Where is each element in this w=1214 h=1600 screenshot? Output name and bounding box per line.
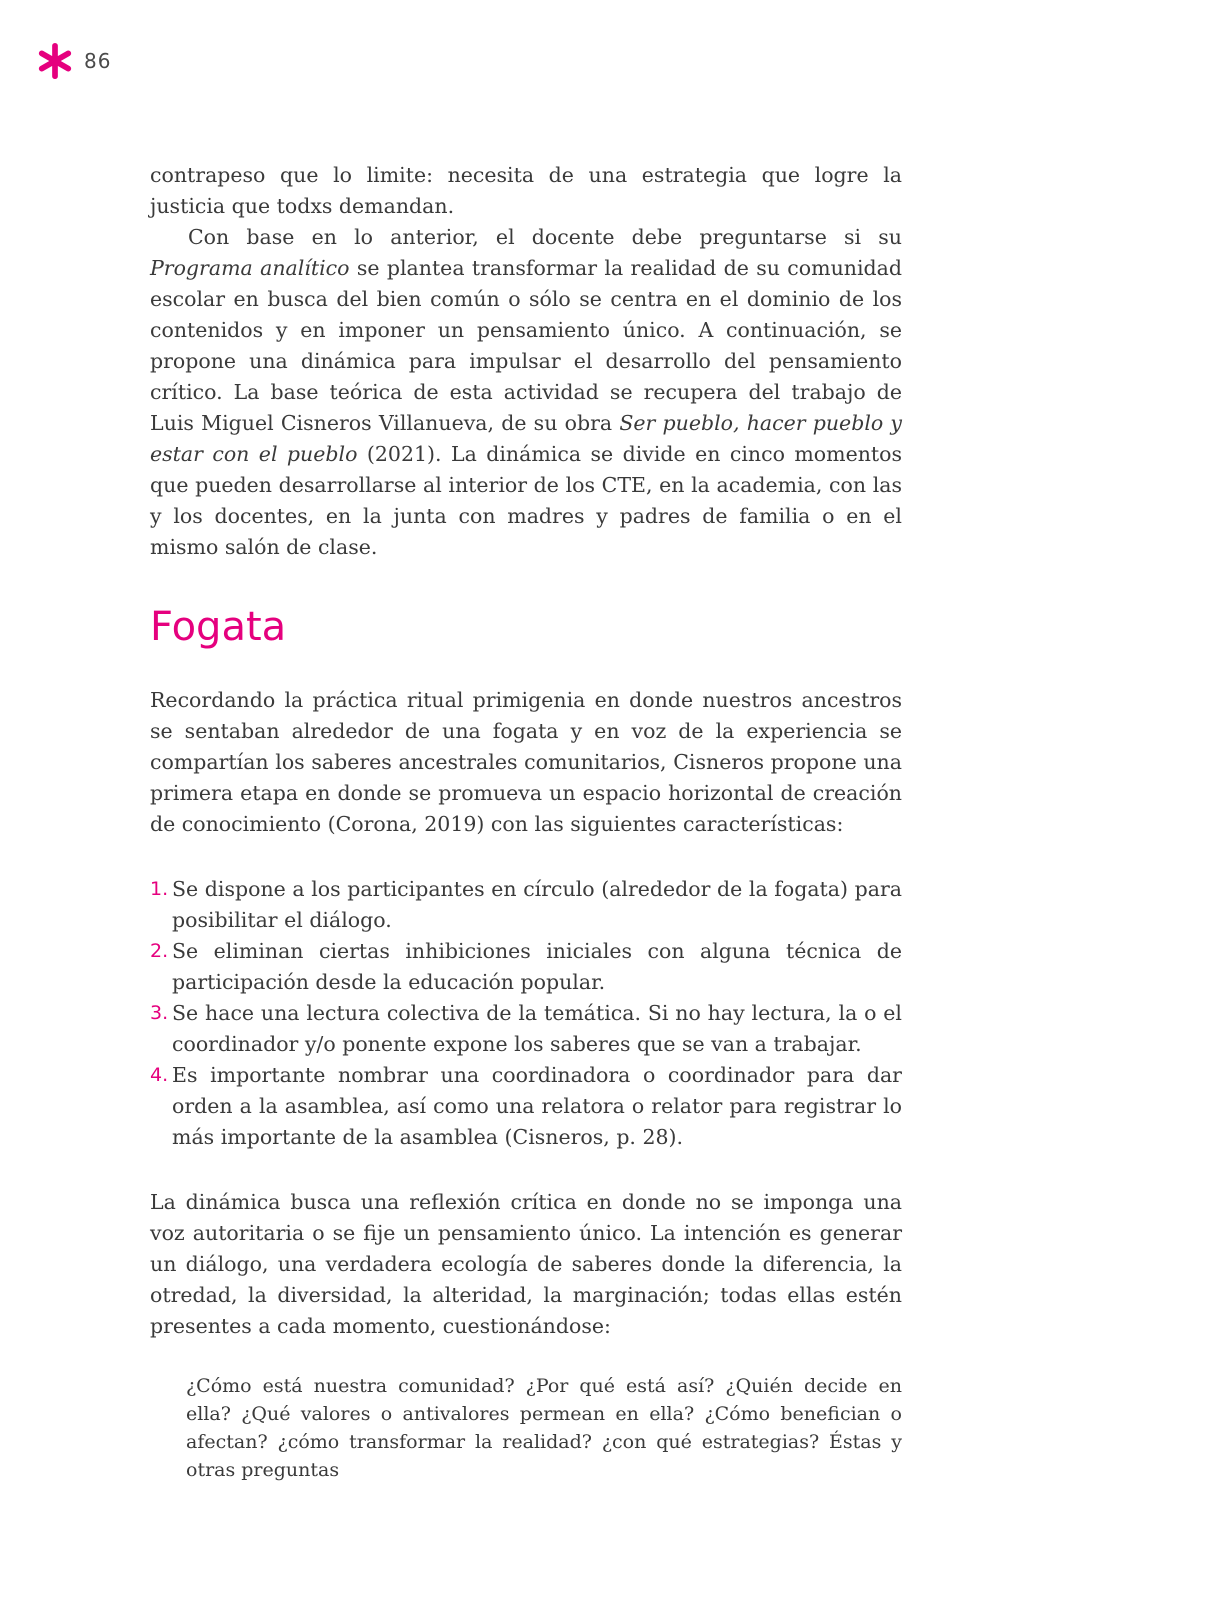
block-quote: ¿Cómo está nuestra comunidad? ¿Por qué está así? ¿Quién decide en ella? ¿Qué valores o antivalores permean en ella? ¿Cómo benefician o afectan? ¿cómo transformar la realidad? ¿con qué estrategias? Éstas y otras preguntas (186, 1375, 902, 1481)
section-paragraph-2: La dinámica busca una reflexión crítica en donde no se imponga una voz autoritaria o se fije un pensamiento único. La intención es generar un diálogo, una verdadera ecología de saberes donde la diferencia, la otredad, la diversidad, la alteridad, la marginación; todas ellas estén presentes a cada momento, cuestionándose: (150, 1190, 902, 1338)
intro-paragraph-2 (150, 222, 902, 563)
page-header (36, 42, 111, 80)
page-body (150, 160, 902, 1484)
list-item (150, 998, 902, 1060)
list-item-text: Se hace una lectura colectiva de la temática. Si no hay lectura, la o el coordinador y/o ponente expone los saberes que se van a trabajar. (172, 1001, 902, 1056)
section-paragraph-1: Recordando la práctica ritual primigenia en donde nuestros ancestros se sentaban alrededor de una fogata y en voz de la experiencia se compartían los saberes ancestrales comunitarios, Cisneros propone una primera etapa en donde se promueva un espacio horizontal de creación de conocimiento (Corona, 2019) con las siguientes características: (150, 688, 902, 836)
list-item-number: 2. (150, 940, 169, 962)
list-item (150, 936, 902, 998)
list-item (150, 1060, 902, 1153)
intro-p2-mid: se plantea transformar la realidad de su comunidad escolar en busca del bien común o sólo se centra en el dominio de los contenidos y en imponer un pensamiento único. A continuación, se propone una dinámica para impulsar el desarrollo del pensamiento crítico. La base teórica de esta actividad se recupera del trabajo de Luis Miguel Cisneros Villanueva, de su obra (150, 256, 902, 435)
intro-p2-end: (2021). La dinámica se divide en cinco momentos que pueden desarrollarse al interior de los CTE, en la academia, con las y los docentes, en la junta con madres y padres de familia o en el mismo salón de clase. (150, 442, 903, 559)
intro-p2-start: Con base en lo anterior, el docente debe preguntarse si su (188, 225, 902, 249)
list-item-text: Es importante nombrar una coordinadora o coordinador para dar orden a la asamblea, así como una relatora o relator para registrar lo más importante de la asamblea (Cisneros, p. 28). (172, 1063, 902, 1149)
list-item-number: 3. (150, 1002, 169, 1024)
page-number: 86 (84, 49, 112, 73)
intro-paragraph-1: contrapeso que lo limite: necesita de una estrategia que logre la justicia que todxs demandan. (150, 163, 902, 218)
program-title: Programa analítico (150, 256, 350, 280)
work-title: Ser pueblo, hacer pueblo y estar con el pueblo (150, 411, 903, 466)
list-item-number: 4. (150, 1064, 169, 1086)
asterisk-icon (36, 42, 74, 80)
list-item-text: Se eliminan ciertas inhibiciones iniciales con alguna técnica de participación desde la educación popular. (172, 939, 902, 994)
list-item-text: Se dispone a los participantes en círculo (alrededor de la fogata) para posibilitar el diálogo. (172, 877, 902, 932)
section-title: Fogata (150, 604, 287, 650)
characteristics-list (150, 874, 902, 1153)
list-item (150, 874, 902, 936)
list-item-number: 1. (150, 878, 169, 900)
